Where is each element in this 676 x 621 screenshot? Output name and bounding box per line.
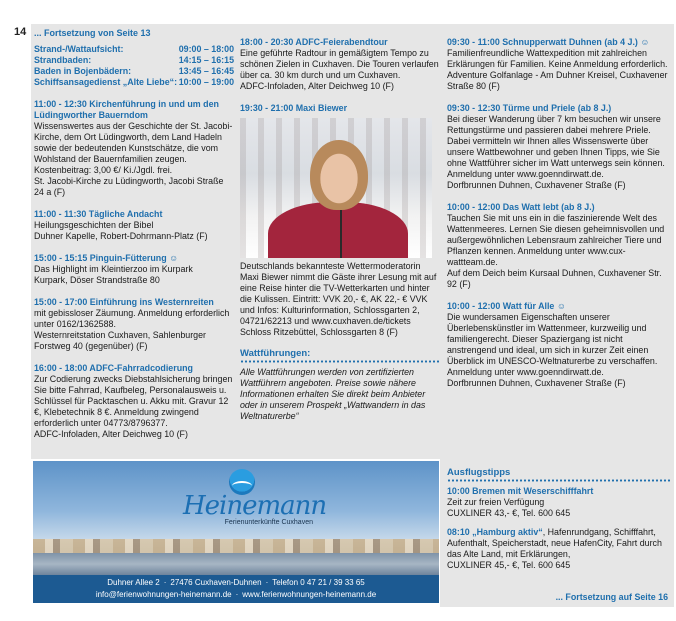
event-item	[447, 37, 672, 92]
portrait-face	[310, 140, 368, 210]
jacket-zip	[340, 210, 342, 258]
event-item	[34, 209, 234, 242]
hours-label: Schiffsansagedienst „Alte Liebe“:	[34, 77, 178, 87]
event-place: Auf dem Deich beim Kursaal Duhnen, Cuxhavener Str. 92 (F)	[447, 268, 662, 289]
event-item	[447, 202, 672, 290]
event-place: Dorfbrunnen Duhnen, Cuxhavener Straße (F)	[447, 180, 626, 190]
hours-label: Strand-/Wattaufsicht:	[34, 44, 124, 54]
excursion-item	[447, 486, 672, 519]
dotted-divider	[447, 479, 672, 482]
event-body: Eine geführte Radtour in gemäßigtem Tempo zu schönen Zielen in Cuxhaven. Die Touren verlaufen über ca. 30 km durch und um Cuxhaven.	[240, 48, 439, 80]
event-place: ADFC-Infoladen, Alter Deichweg 10 (F)	[34, 429, 188, 439]
event-item	[447, 301, 672, 389]
event-title: 09:30 - 11:00 Schnupperwatt Duhnen (ab 4 J.) ☺	[447, 37, 650, 47]
hours-time: 09:00 – 18:00	[178, 44, 234, 54]
event-place: Duhner Kapelle, Robert-Dohrmann-Platz (F)	[34, 231, 208, 241]
skyline	[33, 539, 439, 553]
section-heading-ausflugstipps: Ausflugstipps	[447, 467, 511, 478]
event-place: Westernreitstation Cuxhaven, Sahlenburger Forstweg 40 (gegenüber) (F)	[34, 330, 207, 351]
hours-time: 10:00 – 19:00	[178, 77, 234, 87]
continued-to: ... Fortsetzung auf Seite 16	[555, 592, 668, 602]
event-item	[240, 103, 440, 338]
event-title: 18:00 - 20:30 ADFC-Feierabendtour	[240, 37, 388, 47]
hours-label: Baden in Bojenbädern:	[34, 66, 132, 76]
watt-note: Alle Wattführungen werden von zertifizierten Wattführern angeboten. Preise sowie nähere Informationen erhalten Sie direkt beim Anbieter oder in unserem Prospekt „Wattwandern in das Weltnaturerbe“	[240, 367, 426, 421]
event-title: 15:00 - 15:15 Pinguin-Fütterung ☺	[34, 253, 179, 263]
advertisement-heinemann	[33, 461, 439, 603]
event-place: ADFC-Infoladen, Alter Deichweg 10 (F)	[240, 81, 394, 91]
event-body: Familienfreundliche Wattexpedition mit zahlreichen Erklärungen für Familien. Keine Anmeldung erforderlich.	[447, 48, 668, 69]
separator: ·	[235, 590, 239, 599]
excursion-title: 10:00 Bremen mit Weserschifffahrt	[447, 486, 594, 496]
event-body: Die wundersamen Eigenschaften unserer Überlebenskünstler im Wattenmeer, kurzweilig und familiengerecht. Dieser Spaziergang ist nicht anstrengend und ideal, um sich in kurzer Zeit einen Überblick im UNESCO-Weltnaturerbe zu verschaffen. Anmeldung unter www.goenndirwatt.de.	[447, 312, 658, 377]
dotted-divider	[240, 360, 440, 363]
red-jacket	[268, 202, 408, 258]
event-body: Tauchen Sie mit uns ein in die faszinierende Welt des Wattenmeeres. Lernen Sie diesen geheimnisvollen und außergewöhnlichen Lebensraum zahlreicher Tiere und Pflanzen kennen. Anmeldung unter www.cux-wattteam.de.	[447, 213, 665, 267]
ad-web-link[interactable]: www.ferienwohnungen-heinemann.de	[242, 590, 377, 599]
excursion-body: Zeit zur freien Verfügung	[447, 497, 545, 507]
event-body: Das Highlight im Kleintierzoo im Kurpark	[34, 264, 193, 274]
event-item	[447, 103, 672, 191]
event-title: 15:00 - 17:00 Einführung ins Westernreiten	[34, 297, 214, 307]
event-title: 10:00 - 12:00 Watt für Alle ☺	[447, 301, 566, 311]
excursion-item	[447, 527, 672, 571]
event-title: 10:00 - 12:00 Das Watt lebt (ab 8 J.)	[447, 202, 595, 212]
ad-email-link[interactable]: info@ferienwohnungen-heinemann.de	[95, 590, 232, 599]
event-place: Adventure Golfanlage - Am Duhner Kreisel, Cuxhavener Straße 80 (F)	[447, 70, 668, 91]
separator: ·	[265, 578, 269, 587]
excursion-price: CUXLINER 43,- €, Tel. 600 645	[447, 508, 571, 518]
hours-table	[34, 44, 234, 88]
event-body: Heilungsgeschichten der Bibel	[34, 220, 154, 230]
water-reflection	[33, 553, 439, 575]
ad-phone: Telefon 0 47 21 / 39 33 65	[272, 578, 365, 587]
event-place: Kurpark, Döser Strandstraße 80	[34, 275, 160, 285]
event-item	[34, 297, 234, 352]
column-2	[240, 37, 440, 422]
event-title: 16:00 - 18:00 ADFC-Fahrradcodierung	[34, 363, 193, 373]
event-body: Zur Codierung zwecks Diebstahlsicherung bringen Sie bitte Fahrrad, Kaufbeleg, Personalausweis u. Schlüssel für Packtaschen u. Akku mit. Gravur 12 €, Klebetechnik 8 €. Anmeldung zwingend erforderlich unter 04773/8796377.	[34, 374, 233, 428]
page-number: 14	[14, 26, 27, 38]
column-1	[34, 28, 234, 440]
event-item	[34, 99, 234, 198]
excursion-title: 08:10 „Hamburg aktiv“	[447, 527, 543, 537]
event-item	[34, 363, 234, 440]
event-body: Bei dieser Wanderung über 7 km besuchen wir unsere Rettungstürme und passieren dabei mehrere Priele. Dabei vermitteln wir Ihnen alles Wissenswerte über unsere Wattbewohner und geben Ihnen Tipps, wie Sie ohne Wattführer sicher im Watt unterwegs sein können. Anmeldung unter www.goenndirwatt.de.	[447, 114, 665, 179]
event-item	[240, 37, 440, 92]
hours-label: Strandbaden:	[34, 55, 92, 65]
event-item	[34, 253, 234, 286]
column-3	[447, 37, 672, 389]
logo-text: Heinemann	[183, 491, 327, 521]
event-title: 19:30 - 21:00 Maxi Biewer	[240, 103, 348, 113]
event-place: Dorfbrunnen Duhnen, Cuxhavener Straße (F)	[447, 378, 626, 388]
ad-address: Duhner Allee 2	[107, 578, 160, 587]
hours-time: 13:45 – 16:45	[178, 66, 234, 76]
logo-tagline: Ferienunterkünfte Cuxhaven	[224, 519, 313, 526]
excursions-section	[447, 467, 672, 571]
event-title: 09:30 - 12:30 Türme und Priele (ab 8 J.)	[447, 103, 612, 113]
event-title: 11:00 - 11:30 Tägliche Andacht	[34, 209, 163, 219]
event-body: Wissenswertes aus der Geschichte der St. Jacobi-Kirche, dem Ort Lüdingworth, dem Land Hadeln sowie der bedeutenden Kunstschätze, die vom Wohlstand der Bauernfamilien zeugen. Kostenbeitrag: 3,00 €/ Ki./Jgdl. frei.	[34, 121, 233, 175]
event-title: 11:00 - 12:30 Kirchenführung in und um den Lüdingworther Bauerndom	[34, 99, 219, 120]
event-place: St. Jacobi-Kirche zu Lüdingworth, Jacobi Straße 24 a (F)	[34, 176, 224, 197]
separator: ·	[163, 578, 167, 587]
event-place: Schloss Ritzebüttel, Schlossgarten 8 (F)	[240, 327, 398, 337]
section-heading-wattfuehrungen: Wattführungen:	[240, 348, 311, 359]
continued-from: ... Fortsetzung von Seite 13	[34, 28, 151, 38]
portrait-photo	[240, 118, 432, 258]
excursion-price: CUXLINER 45,- €, Tel. 600 645	[447, 560, 571, 570]
logo-wave-line	[232, 481, 252, 491]
event-body: Deutschlands bekannteste Wettermoderatorin Maxi Biewer nimmt die Gäste ihrer Lesung mit auf eine Reise hinter die TV-Wetterkarten und hinter die Kulissen. Eintritt: VVK 20,- €, AK 22,- € VVK und Infos: Kulturinformation, Schlossgarten 2, 04721/62213 und www.cuxhaven.de/tickets	[240, 261, 437, 326]
excursion-body: , Hafenrundgang, Schifffahrt, Aufenthalt, Speicherstadt, neue HafenCity, Fahrt durch das Alte Land, mit Erklärungen,	[447, 527, 662, 559]
event-body: mit gebissloser Zäumung. Anmeldung erforderlich unter 0162/1362588.	[34, 308, 230, 329]
ad-city: 27476 Cuxhaven-Duhnen	[170, 578, 262, 587]
contact-bar	[33, 575, 439, 603]
hours-time: 14:15 – 16:15	[178, 55, 234, 65]
